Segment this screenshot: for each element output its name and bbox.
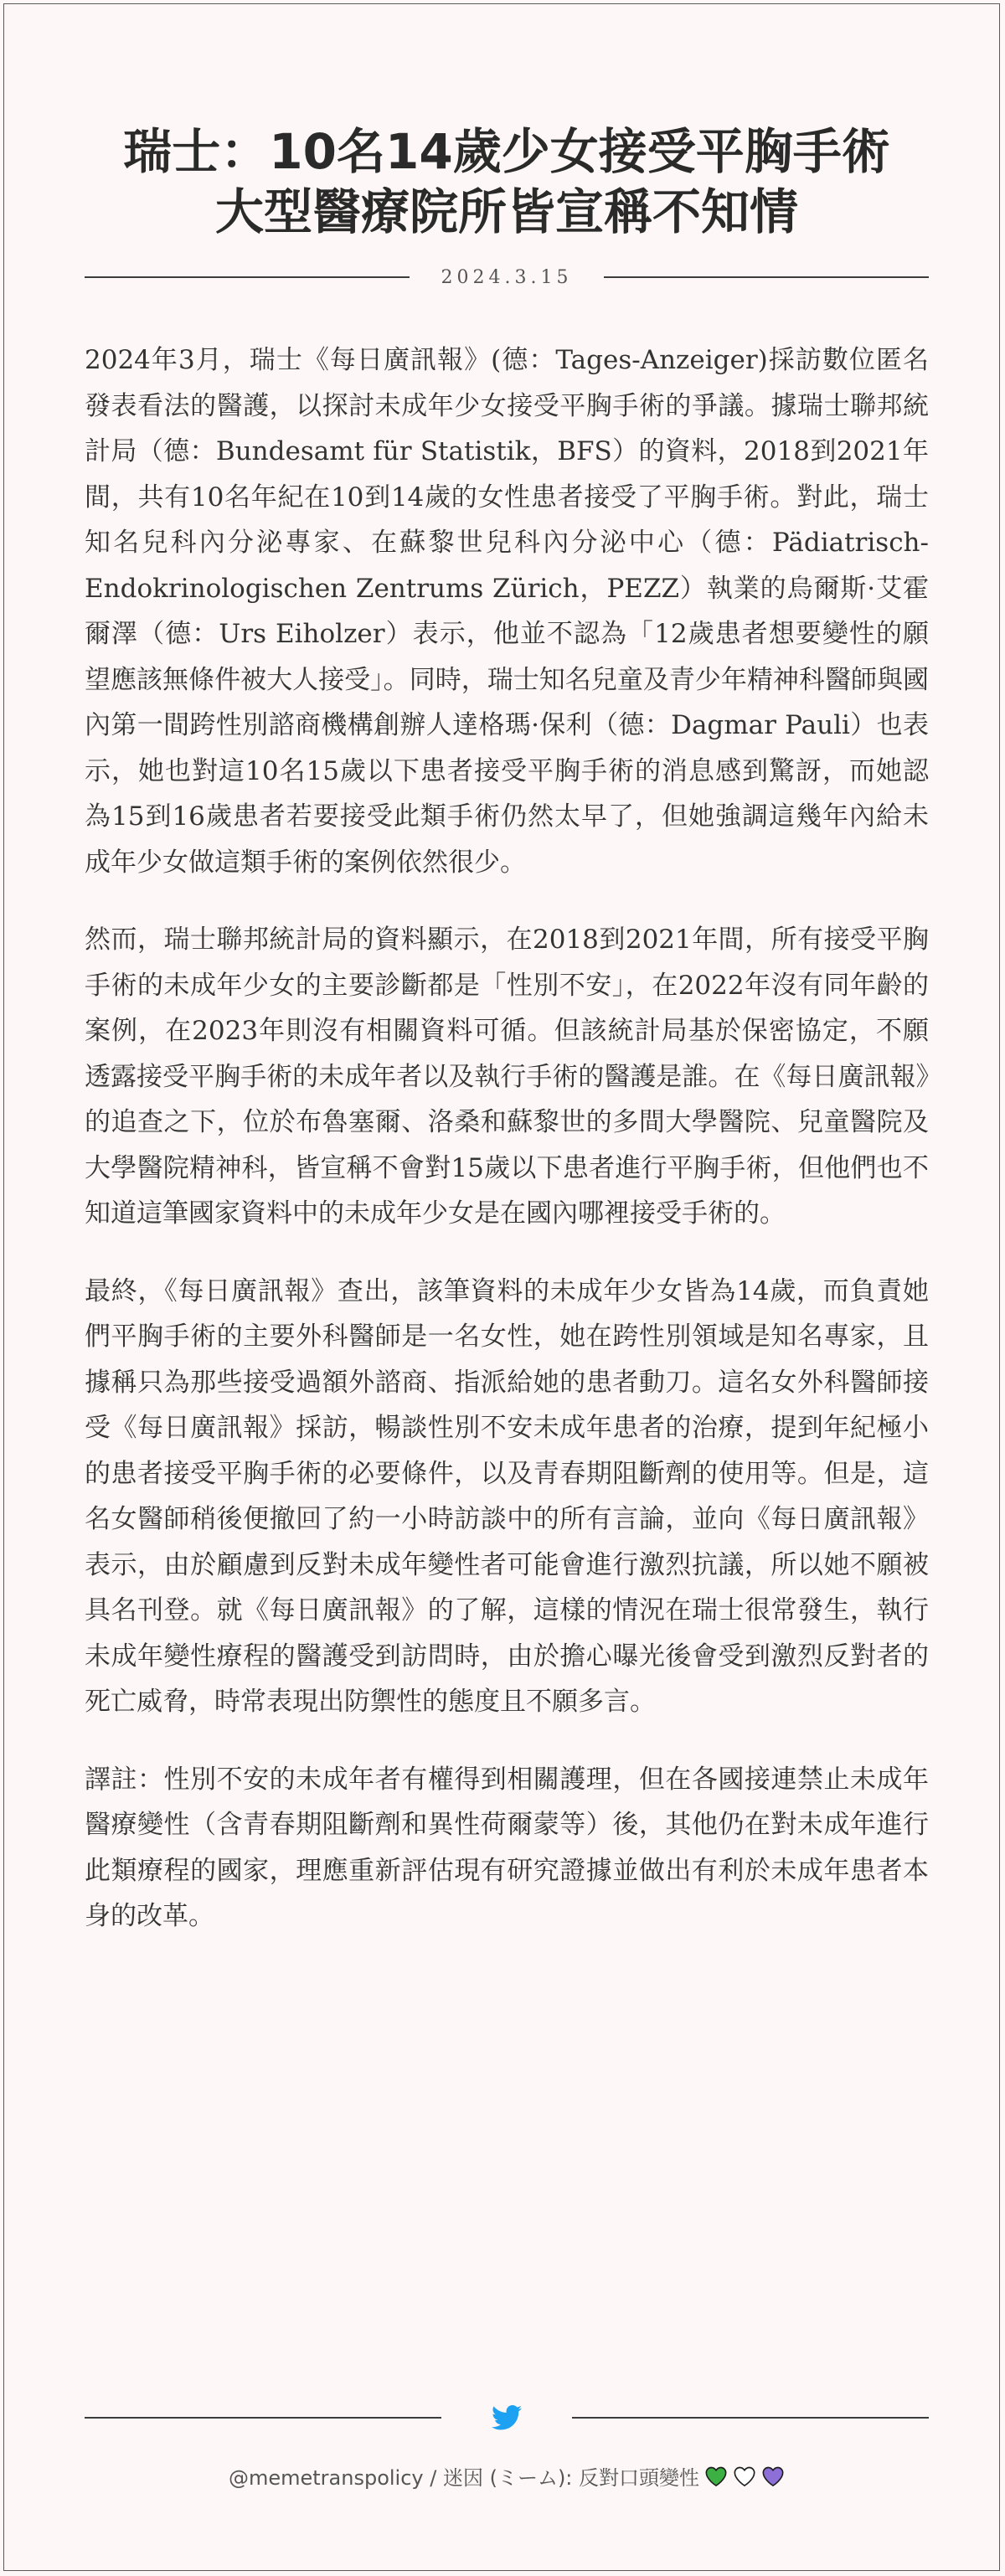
credit-text: @memetranspolicy / 迷因 (ミーム): 反對口頭變性 bbox=[228, 2466, 700, 2490]
paragraph-1: 2024年3月，瑞士《每日廣訊報》(德：Tages-Anzeiger)採訪數位匿名發表看法的醫護，以探討未成年少女接受平胸手術的爭議。據瑞士聯邦統計局（德：Bundesamt für Statistik，BFS）的資料，2018到2021年間，共有10名年紀在10到14歲的女性患者接受了平胸手術。對此，瑞士知名兒科內分泌專家、在蘇黎世兒科內分泌中心（德：Pädiatrisch-Endokrinologischen Zentrums Zürich，PEZZ）執業的烏爾斯·艾霍爾澤（德：Urs Eiholzer）表示，他並不認為「12歲患者想要變性的願望應該無條件被大人接受」。同時，瑞士知名兒童及青少年精神科醫師與國內第一間跨性別諮商機構創辦人達格瑪·保利（德：Dagmar Pauli）也表示，她也對這10名15歲以下患者接受平胸手術的消息感到驚訝，而她認為15到16歲患者若要接受此類手術仍然太早了，但她強調這幾年內給未成年少女做這類手術的案例依然很少。 bbox=[85, 345, 929, 878]
article-title: 瑞士：10名14歲少女接受平胸手術 大型醫療院所皆宣稱不知情 bbox=[123, 123, 890, 240]
paragraph-2: 然而，瑞士聯邦統計局的資料顯示，在2018到2021年間，所有接受平胸手術的未成年少女的主要診斷都是「性別不安」，在2022年沒有同年齡的案例，在2023年則沒有相關資料可循。但該統計局基於保密協定，不願透露接受平胸手術的未成年者以及執行手術的醫護是誰。在《每日廣訊報》的追查之下，位於布魯塞爾、洛桑和蘇黎世的多間大學醫院、兒童醫院及大學醫院精神科，皆宣稱不會對15歲以下患者進行平胸手術，但他們也不知道這筆國家資料中的未成年少女是在國內哪裡接受手術的。 bbox=[85, 925, 929, 1229]
page-frame bbox=[3, 3, 1000, 2571]
twitter-bird-icon[interactable] bbox=[492, 2405, 522, 2430]
publish-date: 2024.3.15 bbox=[441, 266, 573, 288]
purple-heart-icon bbox=[761, 2465, 785, 2487]
footer-divider-right bbox=[572, 2417, 929, 2419]
white-heart-icon bbox=[733, 2465, 756, 2487]
article-body bbox=[85, 337, 929, 1940]
date-row bbox=[85, 260, 929, 294]
green-heart-icon bbox=[704, 2465, 728, 2487]
footer bbox=[85, 2401, 929, 2491]
footer-divider-row bbox=[85, 2401, 929, 2434]
divider-right bbox=[604, 276, 929, 278]
translator-note: 譯註：性別不安的未成年者有權得到相關護理，但在各國接連禁止未成年醫療變性（含青春期阻斷劑和異性荷爾蒙等）後，其他仍在對未成年進行此類療程的國家，理應重新評估現有研究證據並做出有利於未成年患者本身的改革。 bbox=[85, 1764, 929, 1931]
divider-left bbox=[85, 276, 410, 278]
footer-divider-left bbox=[85, 2417, 441, 2419]
article bbox=[85, 121, 929, 1971]
paragraph-3: 最終，《每日廣訊報》查出，該筆資料的未成年少女皆為14歲，而負責她們平胸手術的主要外科醫師是一名女性，她在跨性別領域是知名專家，且據稱只為那些接受過額外諮商、指派給她的患者動刀。這名女外科醫師接受《每日廣訊報》採訪，暢談性別不安未成年患者的治療，提到年紀極小的患者接受平胸手術的必要條件，以及青春期阻斷劑的使用等。但是，這名女醫師稍後便撤回了約一小時訪談中的所有言論，並向《每日廣訊報》表示，由於顧慮到反對未成年變性者可能會進行激烈抗議，所以她不願被具名刊登。就《每日廣訊報》的了解，這樣的情況在瑞士很常發生，執行未成年變性療程的醫護受到訪問時，由於擔心曝光後會受到激烈反對者的死亡威脅，時常表現出防禦性的態度且不願多言。 bbox=[85, 1275, 929, 1717]
credit-line bbox=[85, 2461, 929, 2491]
